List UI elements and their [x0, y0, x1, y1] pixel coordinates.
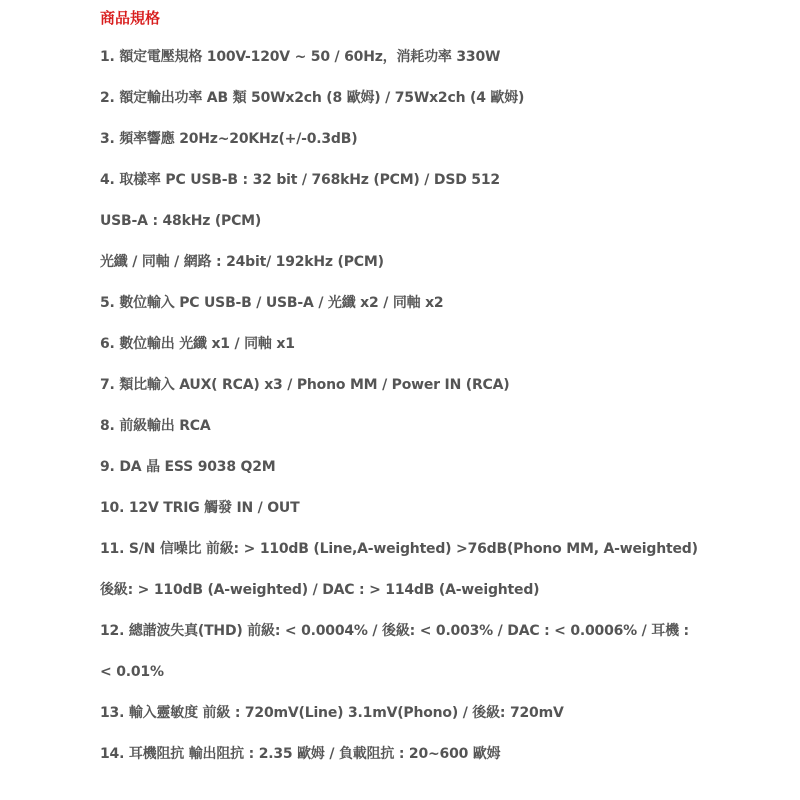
spec-line-input-sensitivity: 13. 輸入靈敏度 前級 : 720mV(Line) 3.1mV(Phono) / 後級: 720mV	[100, 705, 564, 721]
spec-line-preamp-output: 8. 前級輸出 RCA	[100, 418, 211, 434]
spec-line-12v-trigger: 10. 12V TRIG 觸發 IN / OUT	[100, 500, 300, 516]
spec-line-sample-rate: 4. 取樣率 PC USB-B : 32 bit / 768kHz (PCM) / DSD 512	[100, 172, 500, 188]
spec-line-snr-power-amp: 後級: > 110dB (A-weighted) / DAC : > 114dB (A-weighted)	[100, 582, 540, 598]
spec-line-output-power: 2. 額定輸出功率 AB 類 50Wx2ch (8 歐姆) / 75Wx2ch (4 歐姆)	[100, 90, 525, 106]
spec-line-dac-chip: 9. DA 晶 ESS 9038 Q2M	[100, 459, 276, 475]
spec-line-snr: 11. S/N 信噪比 前級: > 110dB (Line,A-weighted) >76dB(Phono MM, A-weighted)	[100, 541, 698, 557]
spec-line-digital-input: 5. 數位輸入 PC USB-B / USB-A / 光纖 x2 / 同軸 x2	[100, 295, 444, 311]
spec-title: 商品規格	[100, 9, 161, 27]
spec-line-frequency-response: 3. 頻率響應 20Hz~20KHz(+/-0.3dB)	[100, 131, 358, 147]
spec-line-digital-output: 6. 數位輸出 光纖 x1 / 同軸 x1	[100, 336, 295, 352]
spec-line-analog-input: 7. 類比輸入 AUX( RCA) x3 / Phono MM / Power IN (RCA)	[100, 377, 510, 393]
spec-line-sample-rate-usb-a: USB-A : 48kHz (PCM)	[100, 213, 262, 229]
spec-line-headphone-impedance: 14. 耳機阻抗 輸出阻抗 : 2.35 歐姆 / 負載阻抗 : 20~600 歐姆	[100, 746, 501, 762]
spec-line-thd-headphone: < 0.01%	[100, 664, 164, 680]
spec-line-thd: 12. 總諧波失真(THD) 前級: < 0.0004% / 後級: < 0.003% / DAC : < 0.0006% / 耳機 :	[100, 623, 689, 639]
spec-line-voltage: 1. 額定電壓規格 100V-120V ~ 50 / 60Hz，消耗功率 330W	[100, 49, 501, 65]
spec-line-sample-rate-optical: 光纖 / 同軸 / 網路 : 24bit/ 192kHz (PCM)	[100, 254, 384, 270]
